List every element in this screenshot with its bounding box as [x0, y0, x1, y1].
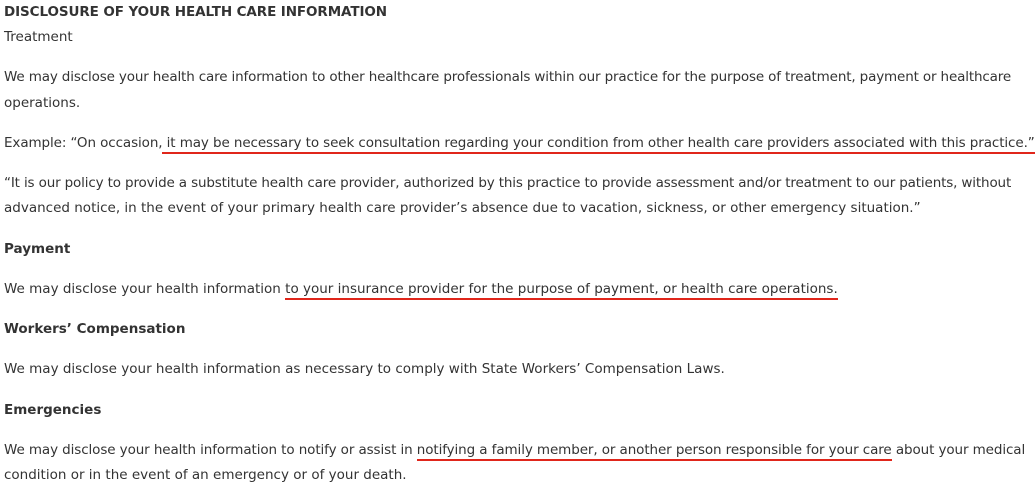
policy-line1: “It is our policy to provide a substitute health care provider, authorized by this practice to provide assessment and/or treatment to our patients, without [4, 175, 1012, 191]
payment-highlight: to your insurance provider for the purpose of payment, or health care operations. [285, 281, 838, 300]
page-title: DISCLOSURE OF YOUR HEALTH CARE INFORMATION [4, 4, 387, 20]
treatment-paragraph-line2: operations. [4, 95, 81, 111]
payment-prefix: We may disclose your health information [4, 281, 286, 297]
emergencies-text-line1 [4, 441, 1025, 459]
section-heading-payment: Payment [4, 241, 71, 257]
section-label-treatment: Treatment [4, 29, 73, 45]
emergencies-prefix: We may disclose your health information to notify or assist in [4, 442, 417, 458]
section-heading-workers-comp: Workers’ Compensation [4, 321, 186, 337]
emergencies-suffix: about your medical [891, 442, 1026, 458]
section-heading-emergencies: Emergencies [4, 402, 102, 418]
treatment-paragraph-line1: We may disclose your health care information to other healthcare professionals within our practice for the purpose of treatment, payment or healthcare [4, 69, 1012, 85]
example-prefix: Example: “On occasion, [4, 135, 163, 151]
example-highlight: it may be necessary to seek consultation regarding your condition from other health care providers associated with this practice.” [162, 135, 1034, 154]
workers-comp-text: We may disclose your health information as necessary to comply with State Workers’ Compensation Laws. [4, 361, 725, 377]
emergencies-text-line2: condition or in the event of an emergency or of your death. [4, 467, 407, 483]
policy-line2: advanced notice, in the event of your primary health care provider’s absence due to vacation, sickness, or other emergency situation.” [4, 200, 921, 216]
emergencies-highlight: notifying a family member, or another person responsible for your care [417, 442, 892, 461]
payment-text [4, 280, 838, 298]
treatment-example [4, 134, 1035, 152]
